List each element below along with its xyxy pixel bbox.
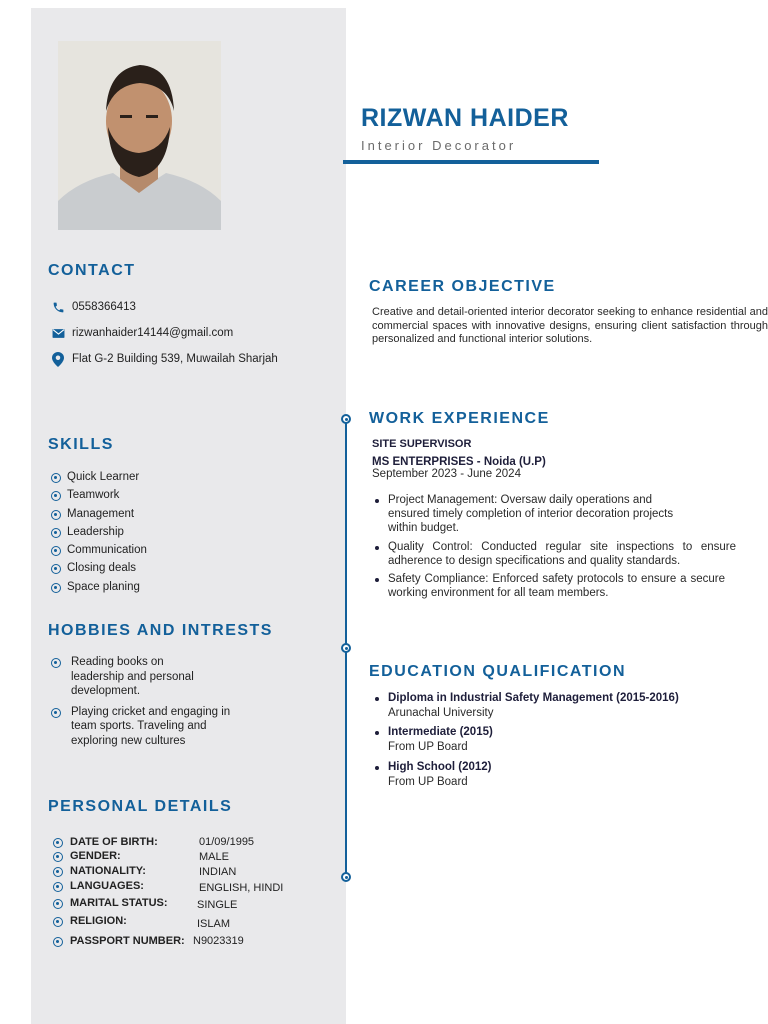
bullet-icon (53, 867, 63, 877)
degree-title: Intermediate (2015) (388, 726, 493, 738)
profile-photo (58, 41, 221, 230)
degree-title: High School (2012) (388, 761, 492, 773)
bullet-icon (51, 564, 61, 574)
education-item (375, 726, 493, 754)
list-item: Quality Control: Conducted regular site inspections to ensure adherence to design specifications and quality standards. (375, 540, 736, 568)
hobbies-list (51, 655, 241, 748)
degree-title: Diploma in Industrial Safety Management (2015-2016) (388, 692, 679, 704)
bullet-icon (53, 917, 63, 927)
list-item: Safety Compliance: Enforced safety protocols to ensure a secure working environment for all team members. (375, 572, 725, 600)
hobbies-heading: HOBBIES AND INTRESTS (48, 622, 273, 639)
bullet-icon (51, 583, 61, 593)
bullet-icon (51, 473, 61, 483)
job-role: Interior Decorator (361, 138, 517, 153)
work-bullets (375, 493, 736, 605)
person-name: RIZWAN HAIDER (361, 104, 569, 132)
bullet-icon (51, 510, 61, 520)
bullet-icon (51, 658, 61, 668)
address-text: Flat G-2 Building 539, Muwailah Sharjah (72, 353, 278, 365)
bullet-icon (51, 491, 61, 501)
list-item: Project Management: Oversaw daily operations and ensured timely completion of interior decoration projects within budget. (375, 493, 687, 535)
list-item: Quick Learner (51, 470, 147, 488)
contact-heading: CONTACT (48, 262, 136, 279)
skills-list (51, 470, 147, 598)
bullet-icon (51, 546, 61, 556)
bullet-icon (53, 838, 63, 848)
timeline-node-icon (341, 643, 351, 653)
education-heading: EDUCATION QUALIFICATION (369, 663, 626, 680)
list-item: Management (51, 507, 147, 525)
name-underline (343, 160, 599, 164)
contact-email (51, 326, 233, 340)
email-text: rizwanhaider14144@gmail.com (72, 327, 234, 339)
list-item: Playing cricket and engaging in team sports. Traveling and exploring new cultures (51, 705, 241, 749)
personal-heading: PERSONAL DETAILS (48, 798, 233, 815)
institution: Arunachal University (388, 707, 494, 719)
bullet-icon (53, 852, 63, 862)
phone-text: 0558366413 (72, 301, 136, 313)
work-period: September 2023 - June 2024 (372, 468, 521, 480)
bullet-icon (53, 882, 63, 892)
contact-phone (51, 300, 136, 314)
bullet-icon (53, 899, 63, 909)
work-heading: WORK EXPERIENCE (369, 410, 550, 427)
timeline-node-icon (341, 414, 351, 424)
skills-heading: SKILLS (48, 436, 114, 453)
bullet-icon (53, 937, 63, 947)
bullet-icon (51, 708, 61, 718)
education-item (375, 761, 492, 789)
list-item: Communication (51, 543, 147, 561)
institution: From UP Board (388, 776, 468, 788)
list-item: Teamwork (51, 488, 147, 506)
institution: From UP Board (388, 741, 468, 753)
list-item: Space planing (51, 580, 147, 598)
objective-text: Creative and detail-oriented interior decorator seeking to enhance residential and commercial spaces with innovative designs, ensuring client satisfaction through personalized and functional interior solutions. (372, 306, 768, 345)
list-item: Closing deals (51, 561, 147, 579)
education-item (375, 692, 679, 720)
job-title: SITE SUPERVISOR (372, 438, 472, 450)
list-item: Reading books on leadership and personal development. (51, 655, 211, 699)
location-pin-icon (51, 352, 65, 366)
phone-icon (51, 300, 65, 314)
mail-icon (51, 326, 65, 340)
objective-heading: CAREER OBJECTIVE (369, 278, 556, 295)
bullet-icon (51, 528, 61, 538)
company-name: MS ENTERPRISES - Noida (U.P) (372, 456, 546, 468)
list-item: Leadership (51, 525, 147, 543)
contact-address (51, 352, 278, 366)
timeline-node-icon (341, 872, 351, 882)
